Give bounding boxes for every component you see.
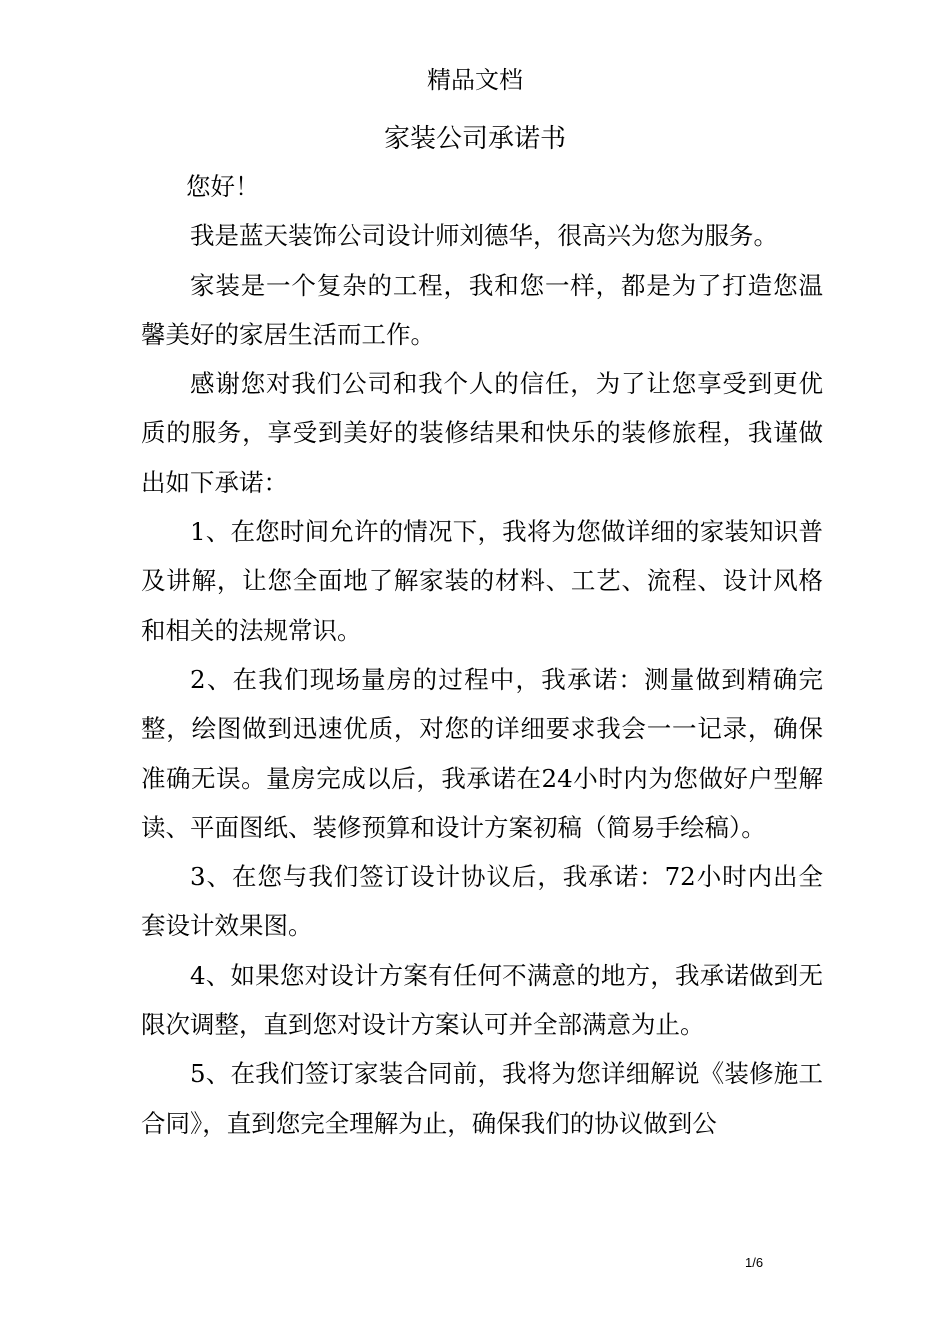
promise-item-3: 3、在您与我们签订设计协议后，我承诺：72小时内出全套设计效果图。 bbox=[141, 862, 823, 941]
document-body bbox=[141, 162, 823, 1148]
page-number: 1/6 bbox=[745, 1255, 764, 1270]
greeting: 您好！ bbox=[186, 172, 260, 201]
paragraph-purpose: 家装是一个复杂的工程，我和您一样，都是为了打造您温馨美好的家居生活而工作。 bbox=[141, 270, 823, 349]
page-header: 精品文档 bbox=[427, 66, 523, 94]
document-title: 家装公司承诺书 bbox=[383, 124, 566, 154]
promise-item-5: 5、在我们签订家装合同前，我将为您详细解说《装修施工合同》，直到您完全理解为止，确保我们的协议做到公 bbox=[141, 1059, 823, 1138]
paragraph-thanks: 感谢您对我们公司和我个人的信任，为了让您享受到更优质的服务，享受到美好的装修结果和快乐的装修旅程，我谨做出如下承诺： bbox=[141, 369, 823, 497]
promise-item-4: 4、如果您对设计方案有任何不满意的地方，我承诺做到无限次调整，直到您对设计方案认可并全部满意为止。 bbox=[141, 960, 823, 1040]
paragraph-intro: 我是蓝天装饰公司设计师刘德华，很高兴为您为服务。 bbox=[190, 221, 778, 251]
promise-item-2: 2、在我们现场量房的过程中，我承诺：测量做到精确完整，绘图做到迅速优质，对您的详细要求我会一一记录，确保准确无误。量房完成以后，我承诺在24小时内为您做好户型解读、平面图纸、装修预算和设计方案初稿（简易手绘稿）。 bbox=[141, 664, 823, 842]
promise-item-1: 1、在您时间允许的情况下，我将为您做详细的家装知识普及讲解，让您全面地了解家装的材料、工艺、流程、设计风格和相关的法规常识。 bbox=[141, 517, 823, 645]
